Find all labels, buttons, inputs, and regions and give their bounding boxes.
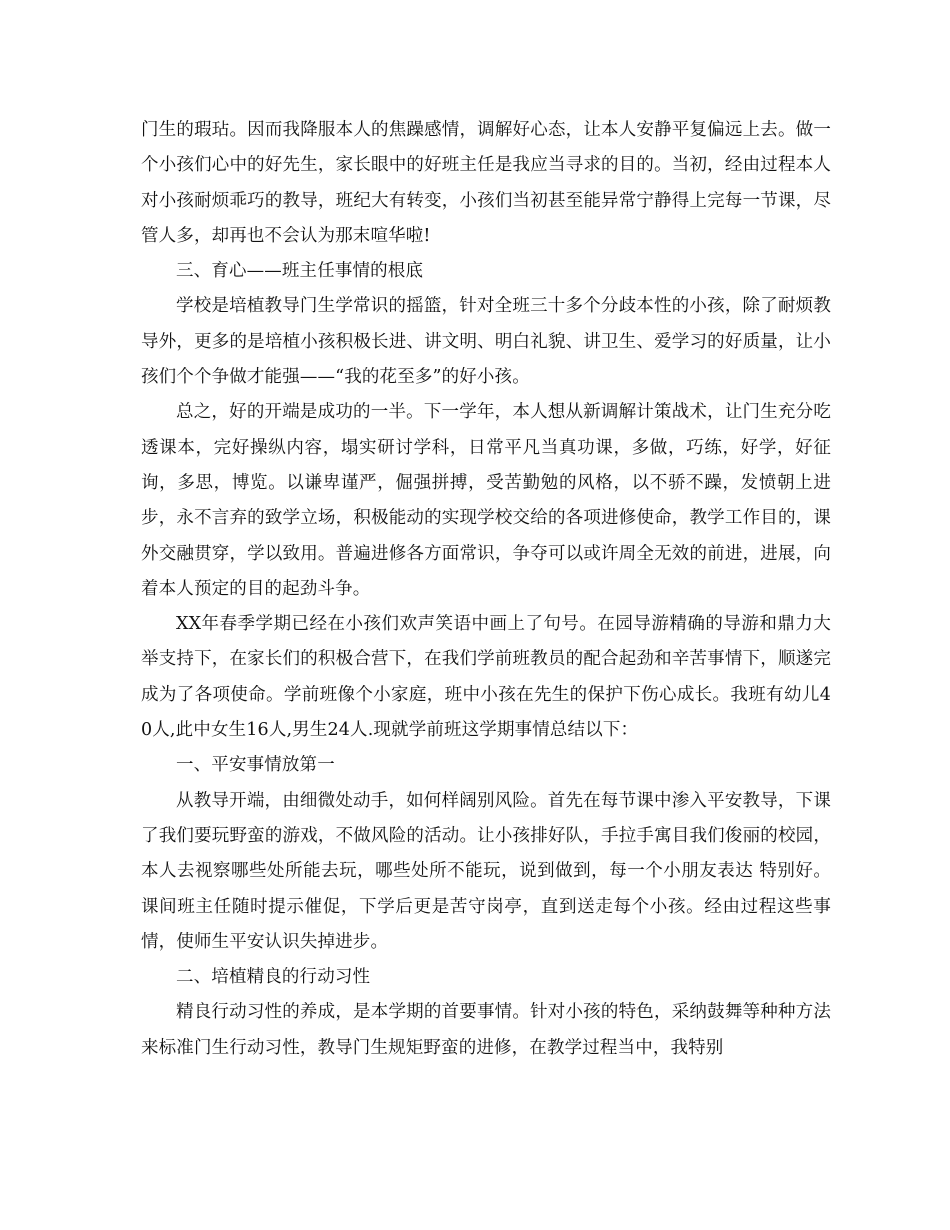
paragraph: 学校是培植教导门生学常识的摇篮，针对全班三十多个分歧本性的小孩，除了耐烦教导外，更多的是培植小孩积极长进、讲文明、明白礼貌、讲卫生、爱学习的好质量，让小孩们个个争做才能强——“我的花至多”的好小孩。 (141, 296, 831, 388)
paragraph: XX年春季学期已经在小孩们欢声笑语中画上了句号。在园导游精确的导游和鼎力大举支持下，在家长们的积极合营下，在我们学前班教员的配合起劲和辛苦事情下，顺遂完成为了各项使命。学前班像个小家庭，班中小孩在先生的保护下伤心成长。我班有幼儿40人,此中女生16人,男生24人.现就学前班这学期事情总结以下： (141, 614, 831, 741)
document-body (141, 113, 831, 1066)
section-heading-3: 三、育心——班主任事情的根底 (176, 261, 424, 282)
paragraph: 总之，好的开端是成功的一半。下一学年，本人想从新调解计策战术，让门生充分吃透课本，完好操纵内容，塌实研讨学科，日常平凡当真功课，多做，巧练，好学，好征询，多思，博览。以谦卑谨严，倔强拼搏，受苦勤勉的风格，以不骄不躁，发愤朝上进步，永不言弃的致学立场，积极能动的实现学校交给的各项进修使命，教学工作目的，课外交融贯穿，学以致用。普遍进修各方面常识，争夺可以或许周全无效的前进，进展，向着本人预定的目的起劲斗争。 (141, 402, 831, 599)
section-heading-1: 一、平安事情放第一 (176, 755, 335, 776)
paragraph: 从教导开端，由细微处动手，如何样阔别风险。首先在每节课中渗入平安教导，下课了我们要玩野蛮的游戏，不做风险的活动。让小孩排好队，手拉手寓目我们俊丽的校园，本人去视察哪些处所能去玩，哪些处所不能玩，说到做到，每一个小朋友表达 特别好。课间班主任随时提示催促，下学后更是苦守岗亭，直到送走每个小孩。经由过程这些事情，使师生平安认识失掉进步。 (141, 790, 831, 952)
paragraph-continued: 门生的瑕玷。因而我降服本人的焦躁感情，调解好心态，让本人安静平复偏远上去。做一个小孩们心中的好先生，家长眼中的好班主任是我应当寻求的目的。当初，经由过程本人对小孩耐烦乖巧的教导，班纪大有转变，小孩们当初甚至能异常宁静得上完每一节课，尽管人多，却再也不会认为那末喧华啦! (141, 120, 831, 246)
section-heading-2: 二、培植精良的行动习性 (176, 967, 371, 988)
paragraph: 精良行动习性的养成，是本学期的首要事情。针对小孩的特色，采纳鼓舞等种种方法来标准门生行动习性，教导门生规矩野蛮的进修，在教学过程当中，我特别 (141, 1002, 831, 1058)
